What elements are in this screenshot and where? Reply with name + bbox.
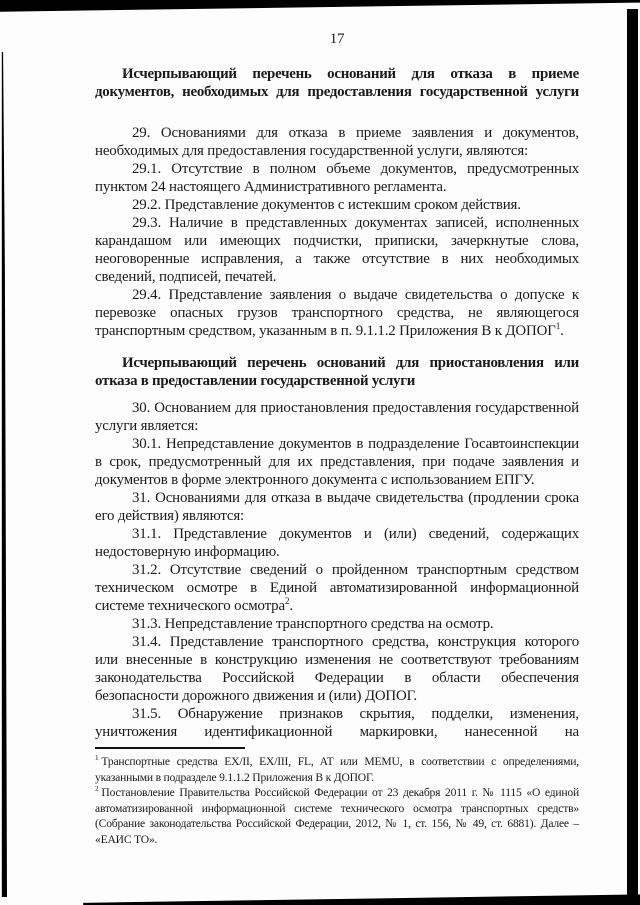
document-body [95, 30, 579, 847]
paragraph-31-2-text: 31.2. Отсутствие сведений о пройденном транспортным средством техническом осмотре в Единой автоматизированной информационной системе технического осмотра [95, 562, 579, 614]
footnote-1 [95, 754, 579, 785]
footnote-1-marker: 1 [95, 754, 99, 763]
footnote-2-marker: 2 [95, 785, 99, 794]
paragraph-29-1: 29.1. Отсутствие в полном объеме документов, предусмотренных пунктом 24 настоящего Административного регламента. [95, 161, 579, 195]
footnote-2-text: Постановление Правительства Российской Федерации от 23 декабря 2011 г. № 1115 «О единой автоматизированной информационной системе технического осмотра транспортных средств» (Собрание законодательства Российской Федерации, 2012, № 1, ст. 156, № 49, ст. 6881). Далее – «ЕАИС ТО». [95, 786, 579, 846]
footnotes-block [95, 754, 579, 847]
paragraph-29-3: 29.3. Наличие в представленных документах записей, исполненных карандашом или имеющих подчистки, приписки, зачеркнутые слова, неоговоренные исправления, а также отсутствие в них необходимых сведений, подписей, печатей. [95, 215, 579, 285]
paragraph-31-4: 31.4. Представление транспортного средства, конструкция которого или внесенные в конструкцию изменения не соответствуют требованиям законодательства Российской Федерации в области обеспечения безопасности дорожного движения и (или) ДОПОГ. [95, 634, 579, 704]
paragraph-30: 30. Основанием для приостановления предоставления государственной услуги является: [95, 400, 579, 434]
section-heading-suspension-or-refusal-of-service: Исчерпывающий перечень оснований для приостановления или отказа в предоставлении государственной услуги [95, 355, 579, 389]
scan-artifact-left-edge [0, 52, 7, 897]
paragraph-29-4 [95, 286, 579, 340]
paragraph-31-5: 31.5. Обнаружение признаков скрытия, подделки, изменения, уничтожения идентификационной маркировки, нанесенной на [95, 706, 579, 740]
footnote-reference-2: 2 [284, 596, 290, 607]
footnote-separator-rule [95, 747, 245, 749]
paragraph-29-4-text: 29.4. Представление заявления о выдаче свидетельства о допуске к перевозке опасных грузов транспортного средства, не являющегося транспортным средством, указанным в п. 9.1.1.2 Приложения В к ДОПОГ [95, 287, 579, 339]
scan-artifact-right-edge [627, 9, 638, 903]
paragraph-29: 29. Основаниями для отказа в приеме заявления и документов, необходимых для предоставления государственной услуги, являются: [95, 125, 579, 159]
paragraph-29-2: 29.2. Представление документов с истекшим сроком действия. [132, 197, 521, 213]
page-number: 17 [329, 31, 345, 47]
footnote-2 [95, 785, 579, 847]
scan-artifact-top-edge [0, 0, 640, 13]
paragraph-29-4-period: . [560, 323, 564, 339]
footnote-reference-1: 1 [555, 321, 561, 332]
paragraph-31-2-period: . [289, 598, 293, 614]
scan-artifact-bottom-edge [0, 893, 640, 905]
paragraph-31-1: 31.1. Представление документов и (или) сведений, содержащих недостоверную информацию. [95, 526, 579, 560]
footnote-1-text: Транспортные средства EX/II, EX/III, FL, AT или MEMU, в соответствии с определениями, указанными в подразделе 9.1.1.2 Приложения В к ДОПОГ. [95, 755, 579, 784]
paragraph-30-1: 30.1. Непредставление документов в подразделение Госавтоинспекции в срок, предусмотренный для их представления, при подаче заявления и документов в форме электронного документа с использованием ЕПГУ. [95, 436, 579, 488]
paragraph-31: 31. Основаниями для отказа в выдаче свидетельства (продлении срока его действия) являются: [95, 490, 579, 524]
section-heading-refusal-to-accept-documents: Исчерпывающий перечень оснований для отказа в приеме документов, необходимых для предоставления государственной услуги [95, 66, 579, 100]
paragraph-31-2 [95, 561, 579, 615]
paragraph-31-3: 31.3. Непредставление транспортного средства на осмотр. [132, 616, 494, 632]
